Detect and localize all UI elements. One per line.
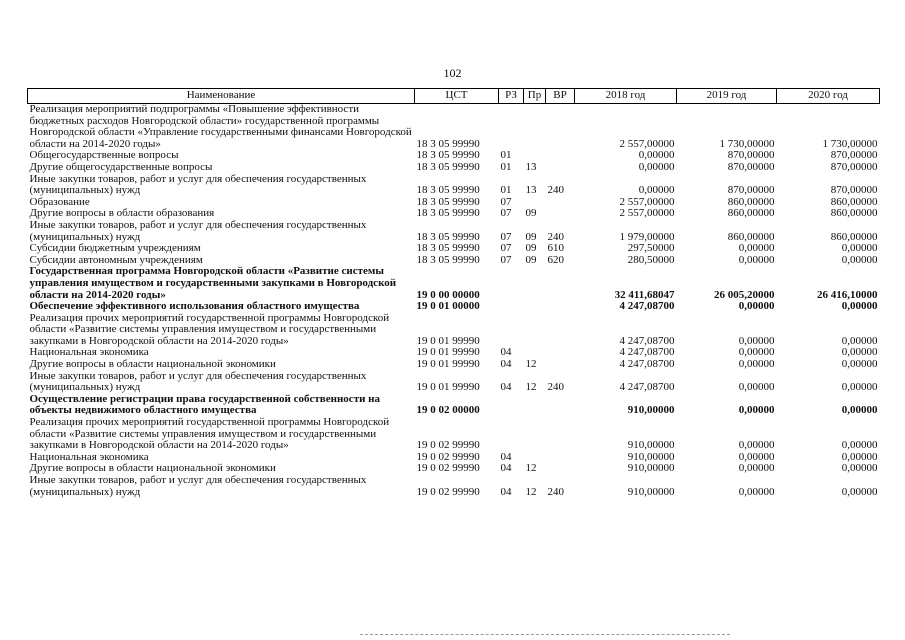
- table-row: [28, 104, 880, 151]
- cell-rz: [499, 394, 524, 417]
- cell-y2019: 0,00000: [738, 358, 775, 371]
- cell-y2019: 1 730,00000: [719, 137, 775, 150]
- cell-vr: [546, 417, 575, 452]
- header-cst: ЦСТ: [415, 89, 499, 104]
- cell-y2019: 26 005,20000: [714, 288, 775, 301]
- cell-cst: 18 3 05 99990: [416, 242, 480, 255]
- cell-y2018: 1 979,00000: [619, 230, 675, 243]
- cell-y2020: 0,00000: [841, 404, 878, 417]
- cell-vr: [546, 150, 575, 162]
- cell-cst: 19 0 02 00000: [416, 404, 480, 417]
- cell-y2019: 0,00000: [738, 346, 775, 359]
- table-row: [28, 417, 880, 452]
- table-row: [28, 313, 880, 348]
- cell-cst: 19 0 01 99990: [416, 346, 480, 359]
- cell-vr: [546, 104, 575, 151]
- table-body: [28, 104, 880, 499]
- cell-cst: 18 3 05 99990: [416, 207, 480, 220]
- cell-vr: [546, 347, 575, 359]
- cell-rz: 07: [500, 207, 512, 220]
- cell-rz: 01: [500, 149, 512, 162]
- table-row: [28, 243, 880, 255]
- cell-y2020: 860,00000: [830, 195, 878, 208]
- table-row: [28, 174, 880, 197]
- header-pr: Пр: [524, 89, 546, 104]
- cell-y2020: 0,00000: [841, 439, 878, 452]
- cell-y2018: 0,00000: [638, 149, 675, 162]
- table-row: [28, 371, 880, 394]
- table-row: [28, 475, 880, 498]
- cell-y2019: 860,00000: [727, 195, 775, 208]
- cell-vr: [546, 463, 575, 475]
- cell-pr: [524, 301, 546, 313]
- budget-table: [27, 88, 880, 498]
- cell-name: Другие общегосударственные вопросы: [29, 160, 213, 173]
- cell-y2018: 297,50000: [627, 242, 675, 255]
- cell-vr: [546, 197, 575, 209]
- cell-pr: [524, 104, 546, 151]
- table-row: [28, 162, 880, 174]
- cell-cst: 19 0 02 99990: [416, 439, 480, 452]
- cell-name: Осуществление регистрации права государственной собственности на объекты недвижимого областного имущества: [29, 392, 381, 417]
- cell-y2018: 280,50000: [627, 253, 675, 266]
- cell-pr: [524, 417, 546, 452]
- table-header-row: [28, 89, 880, 104]
- cell-y2020: 26 416,10000: [817, 288, 878, 301]
- cell-y2018: 0,00000: [638, 184, 675, 197]
- cell-name: Государственная программа Новгородской области «Развитие системы управления имуществом и государственными закупками в Новгородской области на 2014-2020 годы»: [29, 265, 397, 301]
- cell-rz: 04: [500, 450, 512, 463]
- cell-rz: [499, 104, 524, 151]
- cell-rz: 04: [500, 381, 512, 394]
- cell-pr: [524, 394, 546, 417]
- cell-name: Субсидии автономным учреждениям: [29, 253, 203, 266]
- cell-pr: 12: [525, 462, 537, 475]
- header-2018: 2018 год: [575, 89, 677, 104]
- cell-name: Обеспечение эффективного использования областного имущества: [29, 300, 360, 313]
- table-row: [28, 301, 880, 313]
- cell-y2019: 0,00000: [738, 462, 775, 475]
- cell-name: Иные закупки товаров, работ и услуг для обеспечения государственных (муниципальных) нужд: [29, 474, 367, 498]
- cell-name: Реализация прочих мероприятий государственной программы Новгородской области «Развитие системы управления имуществом и государственными закупками в Новгородской области на 2014-2020 годы»: [29, 416, 390, 452]
- cell-cst: 19 0 01 00000: [416, 300, 480, 313]
- cell-vr: [546, 313, 575, 348]
- cell-y2018: 910,00000: [627, 404, 675, 417]
- cell-y2020: 0,00000: [841, 300, 878, 313]
- cell-vr: [546, 162, 575, 174]
- cell-cst: 18 3 05 99990: [416, 137, 480, 150]
- page-number: 102: [443, 66, 462, 80]
- cell-y2018: 2 557,00000: [619, 137, 675, 150]
- cell-y2020: 870,00000: [830, 160, 878, 173]
- cell-rz: 04: [500, 485, 512, 498]
- cell-pr: 09: [525, 242, 537, 255]
- header-2019: 2019 год: [677, 89, 777, 104]
- cell-rz: [499, 313, 524, 348]
- cell-y2018: 4 247,08700: [619, 334, 675, 347]
- cell-name: Реализация мероприятий подпрограммы «Повышение эффективности бюджетных расходов Новгородской области» государственной программы Новгородской области «Управление государственными финансами Новгородской области на 2014-2020 годы»: [29, 103, 412, 150]
- cell-y2020: 0,00000: [841, 358, 878, 371]
- cell-rz: 04: [500, 462, 512, 475]
- cell-cst: 19 0 02 99990: [416, 462, 480, 475]
- cell-y2018: 2 557,00000: [619, 207, 675, 220]
- cell-cst: 19 0 00 00000: [416, 288, 480, 301]
- cell-cst: 18 3 05 99990: [416, 160, 480, 173]
- cell-y2020: 0,00000: [841, 334, 878, 347]
- cell-pr: 13: [525, 160, 537, 173]
- cell-rz: [499, 266, 524, 301]
- cell-y2020: 0,00000: [841, 462, 878, 475]
- cell-cst: 19 0 01 99990: [416, 358, 480, 371]
- cell-y2020: 0,00000: [841, 381, 878, 394]
- cell-name: Общегосударственные вопросы: [29, 149, 179, 162]
- cell-vr: [546, 301, 575, 313]
- cell-y2018: 4 247,08700: [619, 358, 675, 371]
- cell-y2019: 870,00000: [727, 184, 775, 197]
- cell-cst: 19 0 02 99990: [416, 450, 480, 463]
- cell-y2019: 0,00000: [738, 334, 775, 347]
- cell-name: Национальная экономика: [29, 450, 149, 463]
- cell-y2018: 4 247,08700: [619, 381, 675, 394]
- header-name: Наименование: [28, 89, 415, 104]
- cell-vr: [546, 266, 575, 301]
- cell-rz: 04: [500, 346, 512, 359]
- cell-cst: 19 0 01 99990: [416, 381, 480, 394]
- footer-rule: [360, 634, 730, 635]
- cell-cst: 18 3 05 99990: [416, 184, 480, 197]
- cell-name: Иные закупки товаров, работ и услуг для обеспечения государственных (муниципальных) нужд: [29, 369, 367, 394]
- cell-name: Национальная экономика: [29, 346, 149, 359]
- cell-name: Реализация прочих мероприятий государственной программы Новгородской области «Развитие системы управления имуществом и государственными закупками в Новгородской области на 2014-2020 годы»: [29, 311, 390, 347]
- cell-name: Иные закупки товаров, работ и услуг для обеспечения государственных (муниципальных) нужд: [29, 172, 367, 197]
- cell-y2020: 870,00000: [830, 149, 878, 162]
- cell-cst: 18 3 05 99990: [416, 149, 480, 162]
- cell-y2019: 870,00000: [727, 160, 775, 173]
- cell-y2019: 0,00000: [738, 485, 775, 498]
- cell-y2018: 910,00000: [627, 439, 675, 452]
- header-2020: 2020 год: [777, 89, 880, 104]
- cell-y2018: 910,00000: [627, 450, 675, 463]
- cell-vr: 240: [547, 381, 564, 394]
- cell-y2019: 0,00000: [738, 450, 775, 463]
- cell-vr: [546, 452, 575, 464]
- cell-name: Другие вопросы в области национальной экономики: [29, 462, 276, 475]
- cell-pr: 09: [525, 253, 537, 266]
- cell-cst: 19 0 01 99990: [416, 334, 480, 347]
- cell-y2019: 0,00000: [738, 404, 775, 417]
- cell-rz: 07: [500, 253, 512, 266]
- cell-pr: [524, 266, 546, 301]
- cell-y2020: 0,00000: [841, 346, 878, 359]
- cell-y2018: 0,00000: [638, 160, 675, 173]
- cell-y2020: 0,00000: [841, 242, 878, 255]
- cell-y2019: 0,00000: [738, 253, 775, 266]
- table-row: [28, 266, 880, 301]
- cell-y2018: 4 247,08700: [619, 300, 675, 313]
- cell-y2018: 910,00000: [627, 462, 675, 475]
- cell-y2019: 0,00000: [738, 381, 775, 394]
- cell-vr: 620: [547, 253, 564, 266]
- cell-name: Иные закупки товаров, работ и услуг для обеспечения государственных (муниципальных) нужд: [29, 218, 367, 243]
- header-rz: РЗ: [499, 89, 524, 104]
- cell-rz: 01: [500, 160, 512, 173]
- cell-cst: 19 0 02 99990: [416, 485, 480, 498]
- cell-vr: 240: [547, 184, 564, 197]
- cell-pr: 12: [525, 358, 537, 371]
- header-vr: ВР: [546, 89, 575, 104]
- cell-rz: [499, 417, 524, 452]
- cell-name: Другие вопросы в области образования: [29, 207, 215, 220]
- cell-y2019: 860,00000: [727, 230, 775, 243]
- cell-vr: [546, 208, 575, 220]
- cell-y2019: 870,00000: [727, 149, 775, 162]
- cell-y2020: 860,00000: [830, 207, 878, 220]
- cell-pr: [524, 313, 546, 348]
- cell-y2018: 910,00000: [627, 485, 675, 498]
- cell-rz: [499, 301, 524, 313]
- cell-y2019: 0,00000: [738, 439, 775, 452]
- cell-cst: 18 3 05 99990: [416, 195, 480, 208]
- cell-rz: 01: [500, 184, 512, 197]
- table-row: [28, 394, 880, 417]
- cell-vr: [546, 394, 575, 417]
- cell-y2020: 0,00000: [841, 450, 878, 463]
- cell-pr: 13: [525, 184, 537, 197]
- cell-cst: 18 3 05 99990: [416, 230, 480, 243]
- cell-y2020: 1 730,00000: [822, 137, 878, 150]
- cell-vr: 610: [547, 242, 564, 255]
- cell-y2020: 870,00000: [830, 184, 878, 197]
- cell-name: Субсидии бюджетным учреждениям: [29, 242, 201, 255]
- cell-y2018: 32 411,68047: [614, 288, 675, 301]
- cell-y2020: 0,00000: [841, 485, 878, 498]
- cell-y2020: 0,00000: [841, 253, 878, 266]
- cell-rz: 07: [500, 230, 512, 243]
- cell-name: Образование: [29, 195, 90, 208]
- table-row: [28, 359, 880, 371]
- cell-y2018: 2 557,00000: [619, 195, 675, 208]
- cell-vr: [546, 359, 575, 371]
- cell-vr: 240: [547, 230, 564, 243]
- cell-vr: 240: [547, 485, 564, 498]
- cell-pr: 09: [525, 230, 537, 243]
- cell-rz: 07: [500, 242, 512, 255]
- cell-cst: 18 3 05 99990: [416, 253, 480, 266]
- cell-y2019: 0,00000: [738, 242, 775, 255]
- cell-name: Другие вопросы в области национальной экономики: [29, 358, 276, 371]
- cell-pr: 09: [525, 207, 537, 220]
- cell-rz: 07: [500, 195, 512, 208]
- cell-y2020: 860,00000: [830, 230, 878, 243]
- cell-y2019: 0,00000: [738, 300, 775, 313]
- cell-y2019: 860,00000: [727, 207, 775, 220]
- table-row: [28, 220, 880, 243]
- cell-rz: 04: [500, 358, 512, 371]
- cell-y2018: 4 247,08700: [619, 346, 675, 359]
- cell-pr: 12: [525, 381, 537, 394]
- cell-pr: 12: [525, 485, 537, 498]
